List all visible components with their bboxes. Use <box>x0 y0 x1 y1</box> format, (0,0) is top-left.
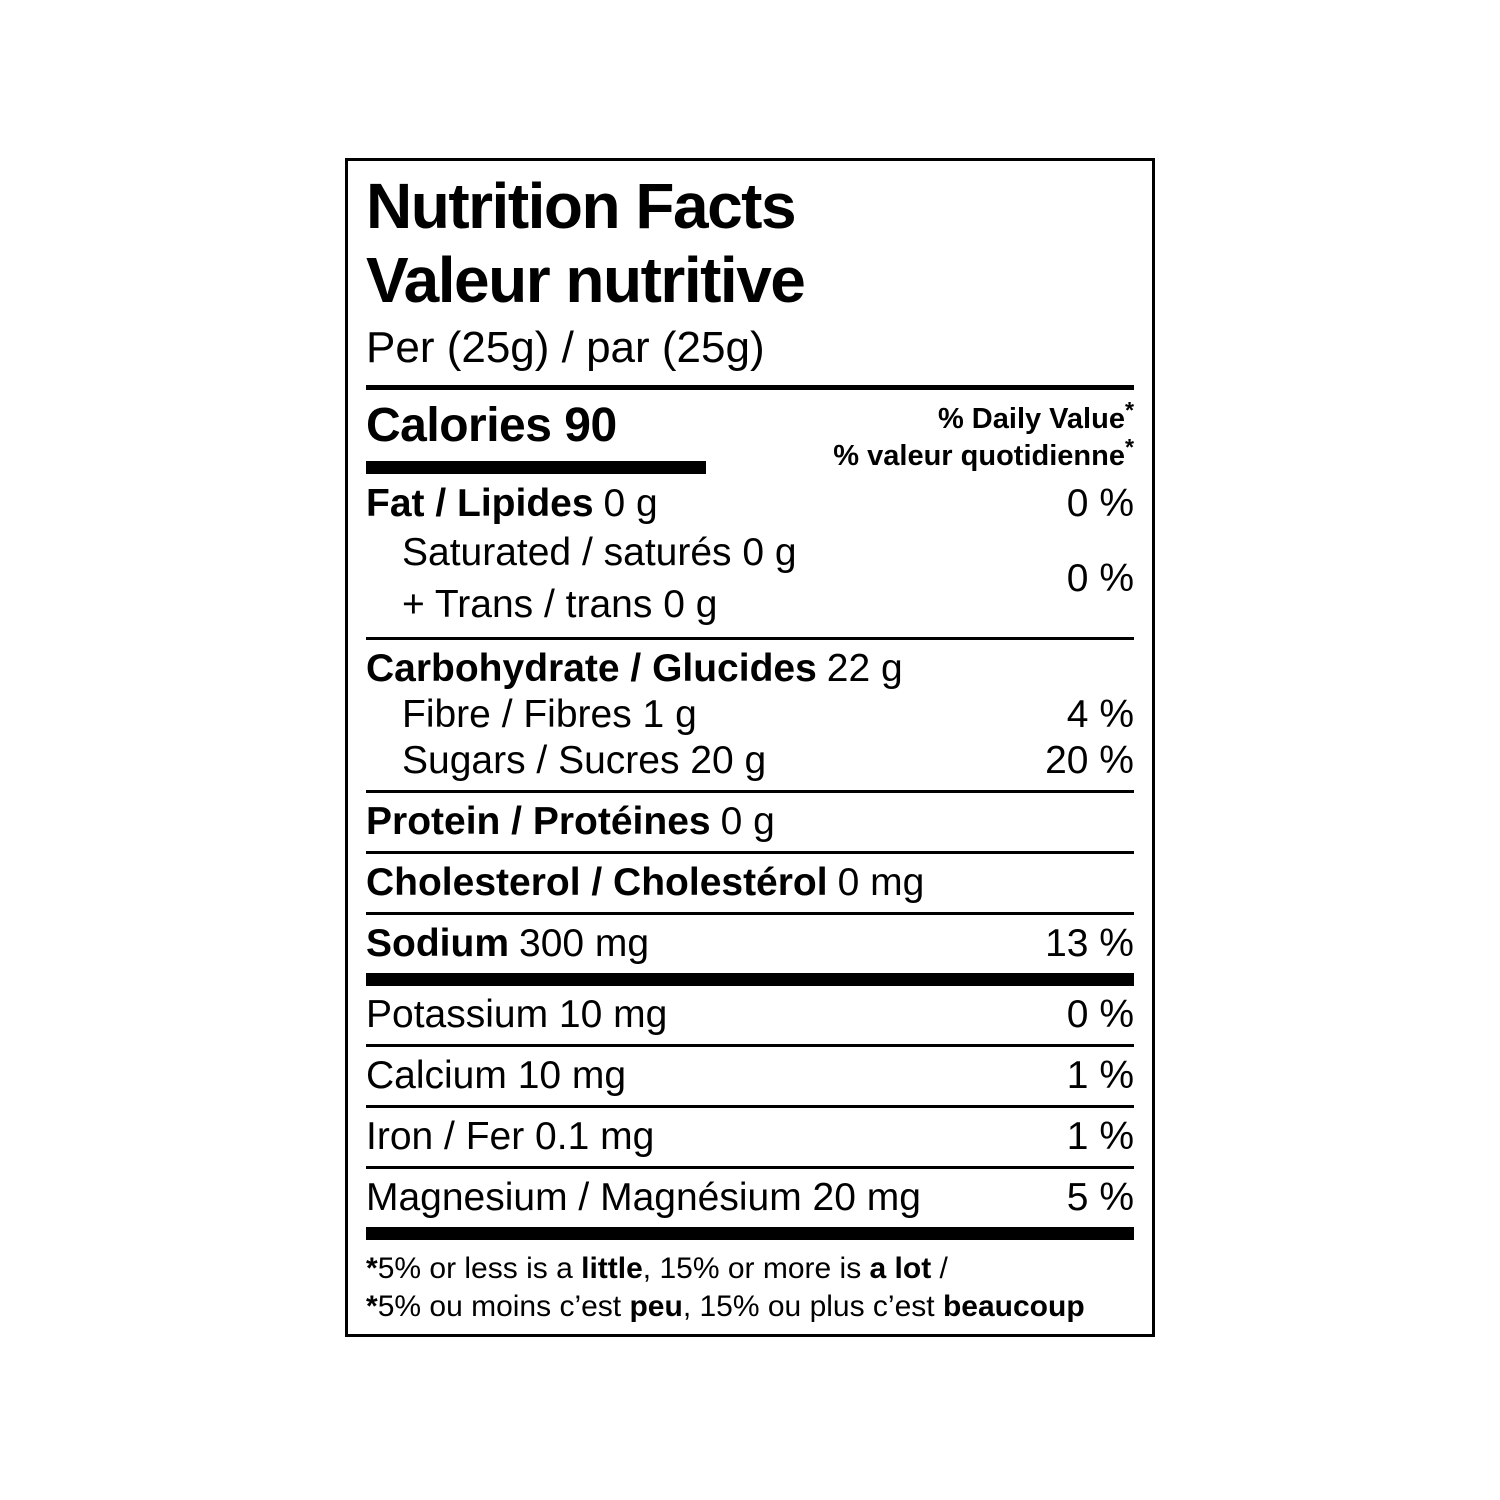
nutrient-name-fibre: Fibre / Fibres 1 g <box>402 693 697 736</box>
carbohydrate-group <box>366 640 1134 790</box>
daily-value-sodium: 13 % <box>1045 922 1134 965</box>
saturated-line: Saturated / saturés 0 g <box>402 531 797 574</box>
calories-text <box>366 398 706 454</box>
footnote-asterisk: * <box>366 1290 378 1323</box>
daily-value-iron: 1 % <box>1066 1115 1134 1158</box>
nutrient-row-carbohydrate <box>366 640 1134 692</box>
nutrient-name-iron: Iron / Fer 0.1 mg <box>366 1115 655 1158</box>
daily-value-calcium: 1 % <box>1066 1054 1134 1097</box>
nutrient-row-calcium <box>366 1047 1134 1105</box>
nutrient-name-sugars: Sugars / Sucres 20 g <box>402 739 767 782</box>
daily-value-magnesium: 5 % <box>1066 1176 1134 1219</box>
calories-value: 90 <box>564 399 617 452</box>
nutrient-row-sugars <box>366 738 1134 790</box>
nutrient-row-saturated-trans <box>366 527 1134 637</box>
nutrient-name-potassium: Potassium 10 mg <box>366 993 668 1036</box>
nutrient-row-protein <box>366 793 1134 851</box>
nutrition-facts-label <box>345 158 1155 1337</box>
daily-value-fibre: 4 % <box>1066 693 1134 736</box>
nutrient-row-potassium <box>366 986 1134 1044</box>
nutrient-name-fat: Fat / Lipides 0 g <box>366 482 658 525</box>
nutrient-row-sodium <box>366 915 1134 973</box>
footnote-french: *5% ou moins c’est peu, 15% ou plus c’est beaucoup <box>366 1290 1085 1323</box>
footnote-english: *5% or less is a little, 15% or more is a lot / <box>366 1252 948 1285</box>
calories-label: Calories <box>366 399 552 452</box>
nutrient-row-magnesium <box>366 1169 1134 1227</box>
title-english: Nutrition Facts <box>366 170 796 242</box>
footnote <box>366 1240 1134 1340</box>
divider-thick <box>366 973 1134 986</box>
nutrient-name-calcium: Calcium 10 mg <box>366 1054 627 1097</box>
divider-thick <box>366 1227 1134 1240</box>
nutrient-name-protein: Protein / Protéines 0 g <box>366 800 775 843</box>
trans-line: + Trans / trans 0 g <box>402 583 718 626</box>
nutrient-row-cholesterol <box>366 854 1134 912</box>
calories-row <box>366 398 1134 475</box>
nutrient-name-magnesium: Magnesium / Magnésium 20 mg <box>366 1176 921 1219</box>
nutrient-name-cholesterol: Cholesterol / Cholestérol 0 mg <box>366 861 925 904</box>
nutrient-name-carbohydrate: Carbohydrate / Glucides 22 g <box>366 647 903 690</box>
nutrient-row-fat <box>366 475 1134 527</box>
saturated-trans-lines <box>366 527 797 631</box>
daily-value-header-en: % Daily Value* <box>937 396 1134 435</box>
nutrient-row-fibre <box>366 692 1134 738</box>
nutrient-row-iron <box>366 1108 1134 1166</box>
daily-value-potassium: 0 % <box>1066 993 1134 1036</box>
divider-header <box>366 385 1134 390</box>
daily-value-saturated-trans: 0 % <box>1066 557 1134 600</box>
calories-block <box>366 398 706 474</box>
nutrient-name-sodium: Sodium 300 mg <box>366 922 650 965</box>
title-french: Valeur nutritive <box>366 244 805 316</box>
daily-value-fat: 0 % <box>1066 482 1134 525</box>
daily-value-header-fr: % valeur quotidienne* <box>833 433 1134 472</box>
footnote-asterisk: * <box>366 1252 378 1285</box>
daily-value-sugars: 20 % <box>1045 739 1134 782</box>
serving-size-line: Per (25g) / par (25g) <box>366 323 765 372</box>
calories-underline-bar <box>366 461 706 474</box>
daily-value-header <box>833 398 1134 475</box>
